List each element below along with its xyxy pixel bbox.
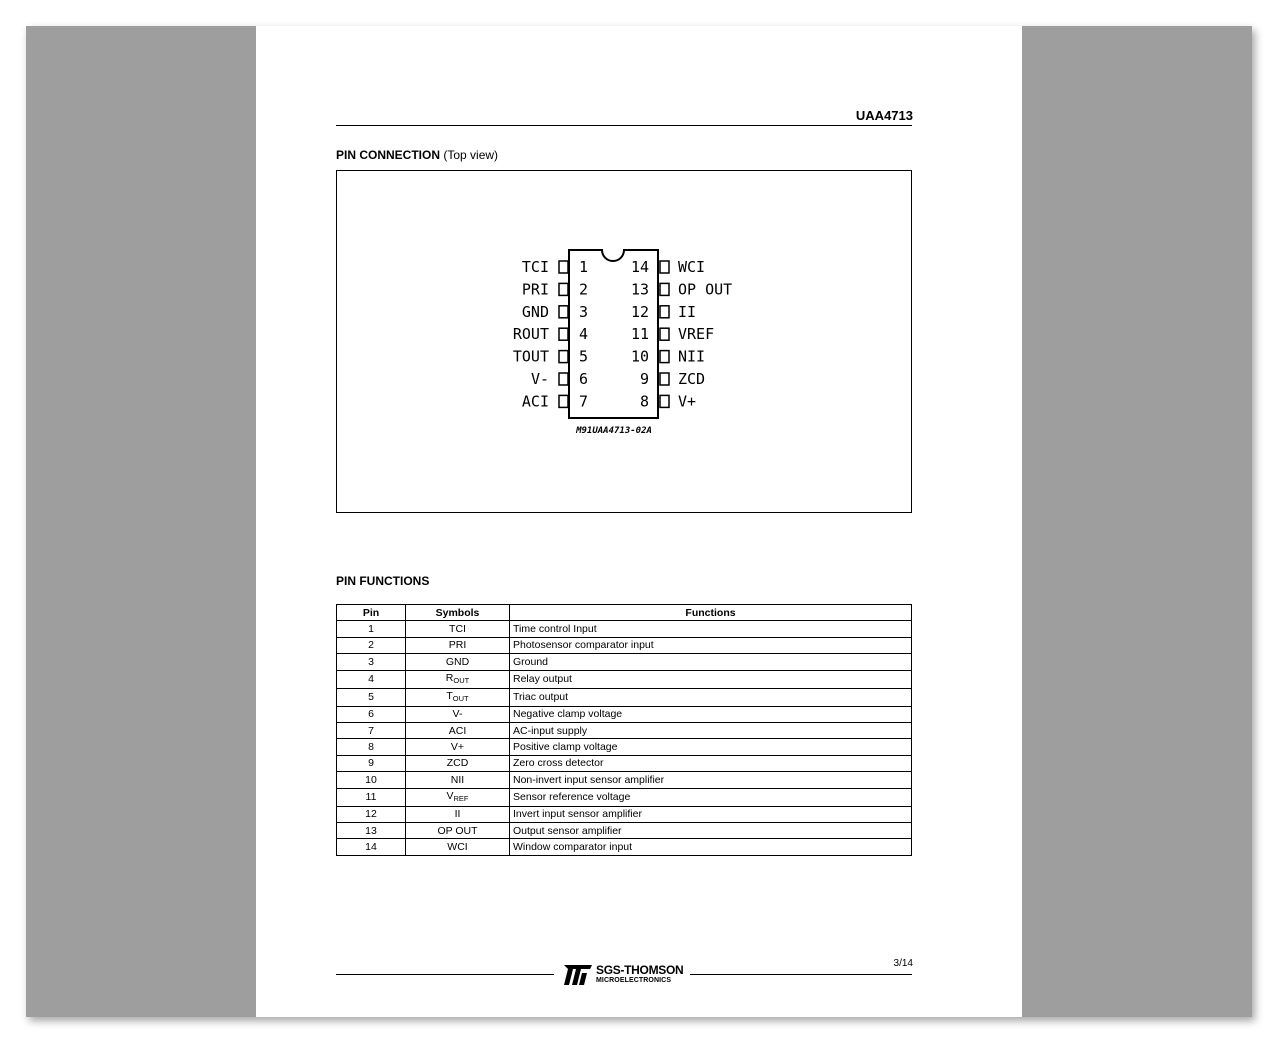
- pin-symbol-cell: [406, 739, 510, 755]
- pin-number-right: 13: [630, 280, 649, 299]
- table-row: [337, 739, 912, 755]
- pin-symbol-text: GND: [445, 655, 470, 668]
- pin-label-left: TOUT: [512, 347, 549, 366]
- pin-symbol-cell: [406, 772, 510, 788]
- pin-symbol-text: V: [446, 789, 454, 802]
- pin-symbol-cell: [406, 688, 510, 706]
- pin-label-left: TCI: [521, 258, 549, 276]
- pin-number-right: 10: [630, 347, 649, 366]
- pin-connection-subtitle: (Top view): [443, 148, 499, 162]
- pin-symbol-cell: [406, 788, 510, 806]
- pin-square-right: [660, 373, 669, 385]
- pin-number-cell: 10: [337, 772, 406, 788]
- pin-square-left: [559, 283, 568, 295]
- pin-square-left: [559, 373, 568, 385]
- pin-label-right: VREF: [678, 325, 715, 344]
- pin-function-cell: Invert input sensor amplifier: [510, 806, 912, 822]
- pin-number-left: 1: [579, 258, 589, 276]
- pin-function-cell: Window comparator input: [510, 839, 912, 855]
- pin-label-right: NII: [678, 347, 706, 366]
- pin-label-right: WCI: [678, 258, 706, 276]
- pin-label-right: OP OUT: [678, 280, 733, 299]
- pin-symbol-cell: [406, 839, 510, 855]
- pin-number-cell: 13: [337, 822, 406, 838]
- table-row: [337, 706, 912, 722]
- table-row: [337, 621, 912, 637]
- table-row: [337, 772, 912, 788]
- pin-square-right: [660, 328, 669, 340]
- pin-number-right: 9: [639, 370, 649, 388]
- pin-square-right: [660, 306, 669, 318]
- pin-function-cell: Photosensor comparator input: [510, 637, 912, 653]
- company-logo: [558, 962, 688, 988]
- pin-connection-heading: [336, 148, 498, 162]
- document-page: [256, 26, 1022, 1017]
- pin-number-left: 5: [579, 347, 589, 366]
- header-rule: [336, 125, 912, 126]
- pin-square-right: [660, 351, 669, 363]
- col-header-pin: Pin: [337, 605, 406, 621]
- footer-rule-right: [690, 974, 912, 975]
- pin-symbol-text: OP OUT: [437, 824, 478, 837]
- pin-square-left: [559, 395, 568, 407]
- pin-symbol-subscript: OUT: [453, 675, 470, 685]
- pin-number-right: 14: [630, 258, 649, 276]
- pin-number-cell: 4: [337, 670, 406, 688]
- pin-number-right: 11: [630, 325, 649, 344]
- pin-symbol-text: II: [454, 808, 461, 821]
- table-row: [337, 670, 912, 688]
- pin-symbol-cell: [406, 822, 510, 838]
- pin-square-left: [559, 328, 568, 340]
- pin-number-right: 12: [630, 302, 649, 321]
- pin-number-cell: 7: [337, 722, 406, 738]
- pin-symbol-cell: [406, 806, 510, 822]
- pin-label-left: PRI: [521, 280, 549, 299]
- pin-function-cell: Time control Input: [510, 621, 912, 637]
- brand-subname: MICROELECTRONICS: [596, 977, 672, 984]
- pin-symbol-text: TCI: [449, 623, 466, 636]
- pin-number-left: 4: [579, 325, 589, 344]
- pin-square-right: [660, 283, 669, 295]
- pin-function-cell: Non-invert input sensor amplifier: [510, 772, 912, 788]
- pin-number-right: 8: [639, 392, 649, 411]
- pin-symbol-cell: [406, 654, 510, 670]
- pin-number-left: 6: [579, 370, 589, 388]
- pin-square-right: [660, 395, 669, 407]
- pin-symbol-cell: [406, 722, 510, 738]
- pin-number-left: 3: [579, 302, 589, 321]
- pin-number-cell: 14: [337, 839, 406, 855]
- pin-symbol-text: ACI: [448, 724, 467, 737]
- table-row: [337, 654, 912, 670]
- pin-label-right: V+: [678, 392, 697, 411]
- pin-number-cell: 11: [337, 788, 406, 806]
- table-row: [337, 806, 912, 822]
- pin-number-cell: 9: [337, 755, 406, 771]
- pin-number-left: 7: [579, 392, 589, 411]
- pin-label-right: ZCD: [678, 370, 706, 388]
- pin-number-cell: 6: [337, 706, 406, 722]
- pin-function-cell: AC-input supply: [510, 722, 912, 738]
- pin-symbol-text: ZCD: [446, 757, 469, 770]
- document-viewer: [26, 26, 1252, 1017]
- pin-function-cell: Ground: [510, 654, 912, 670]
- pin-function-cell: Zero cross detector: [510, 755, 912, 771]
- pin-functions-table: [336, 604, 912, 856]
- pin-function-cell: Negative clamp voltage: [510, 706, 912, 722]
- table-row: [337, 722, 912, 738]
- table-row: [337, 839, 912, 855]
- table-row: [337, 637, 912, 653]
- header-part-number: UAA4713: [855, 108, 913, 123]
- pin-number-left: 2: [579, 280, 589, 299]
- pin-label-left: ACI: [521, 392, 549, 411]
- pin-square-left: [559, 306, 568, 318]
- pin-symbol-cell: [406, 670, 510, 688]
- pin-number-cell: 2: [337, 637, 406, 653]
- pin-symbol-text: T: [446, 689, 453, 702]
- pin-function-cell: Relay output: [510, 670, 912, 688]
- footer-rule-left: [336, 974, 554, 975]
- pin-number-cell: 3: [337, 654, 406, 670]
- pin-label-left: GND: [521, 302, 549, 321]
- pin-label-left: ROUT: [512, 325, 549, 344]
- pin-function-cell: Sensor reference voltage: [510, 788, 912, 806]
- pin-function-cell: Output sensor amplifier: [510, 822, 912, 838]
- pin-functions-title: PIN FUNCTIONS: [336, 574, 430, 588]
- pin-symbol-cell: [406, 637, 510, 653]
- pin-symbol-cell: [406, 621, 510, 637]
- col-header-functions: Functions: [510, 605, 912, 621]
- pin-number-cell: 5: [337, 688, 406, 706]
- pin-symbol-text: WCI: [447, 840, 468, 853]
- pin-symbol-subscript: OUT: [452, 693, 469, 703]
- table-row: [337, 755, 912, 771]
- pin-number-cell: 12: [337, 806, 406, 822]
- pin-label-left: V-: [530, 370, 549, 388]
- pin-symbol-text: R: [445, 671, 454, 684]
- pin-symbol-text: V-: [452, 708, 463, 721]
- pin-number-cell: 1: [337, 621, 406, 637]
- pin-function-cell: Positive clamp voltage: [510, 739, 912, 755]
- pin-connection-diagram: [336, 170, 912, 513]
- pin-symbol-text: NII: [450, 773, 465, 786]
- pin-number-cell: 8: [337, 739, 406, 755]
- pin-symbol-text: PRI: [448, 639, 467, 652]
- figure-code: M91UAA4713-02A: [576, 426, 652, 436]
- page-number: 3/14: [893, 958, 913, 969]
- table-row: [337, 788, 912, 806]
- table-row: [337, 688, 912, 706]
- chip-pinout-svg: [337, 171, 911, 512]
- pin-connection-title: PIN CONNECTION: [336, 148, 441, 162]
- pin-square-left: [559, 351, 568, 363]
- table-header-row: [337, 605, 912, 621]
- pin-label-right: II: [678, 302, 697, 321]
- table-row: [337, 822, 912, 838]
- pin-symbol-cell: [406, 755, 510, 771]
- pin-symbol-cell: [406, 706, 510, 722]
- pin-square-left: [559, 261, 568, 273]
- pin-symbol-text: V+: [450, 741, 465, 754]
- pin-function-cell: Triac output: [510, 688, 912, 706]
- pin-symbol-subscript: REF: [453, 793, 469, 803]
- col-header-symbols: Symbols: [406, 605, 510, 621]
- brand-name: SGS-THOMSON: [596, 963, 684, 977]
- st-logo-icon: [560, 964, 594, 986]
- pin-square-right: [660, 261, 669, 273]
